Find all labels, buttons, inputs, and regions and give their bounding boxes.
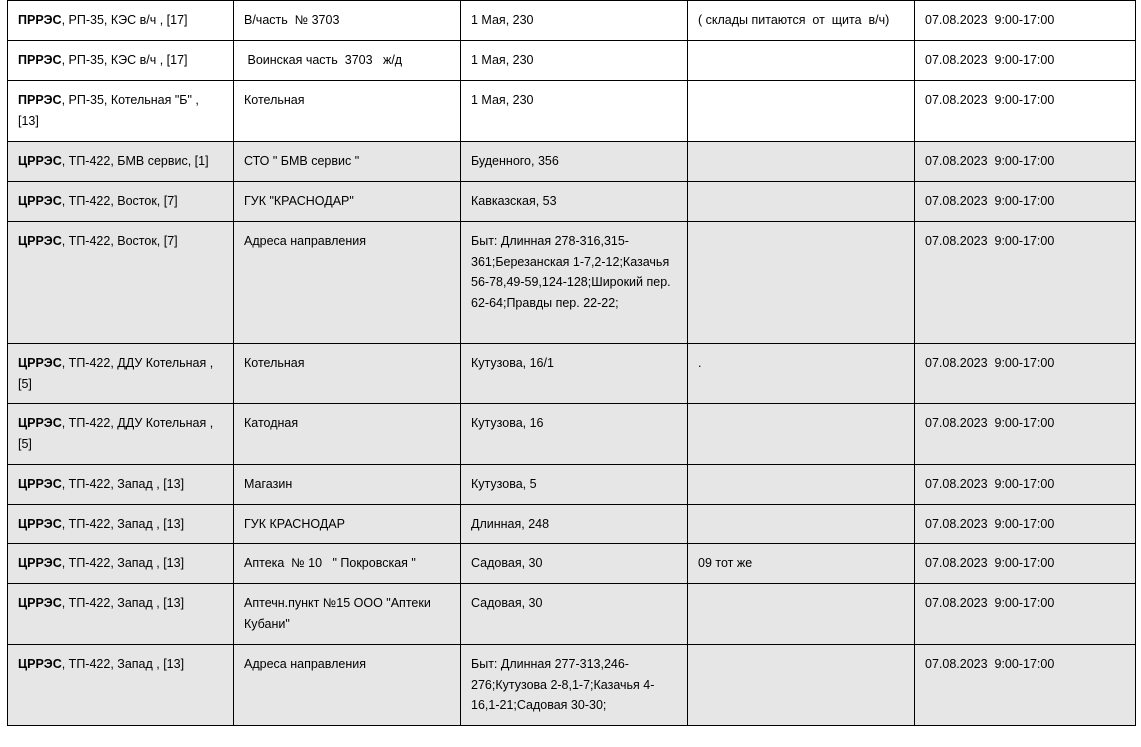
power-source-cell — [8, 81, 234, 142]
consumer-object-cell: Воинская часть 3703 ж/д — [234, 41, 461, 81]
consumer-object-cell: Адреса направления — [234, 645, 461, 726]
consumer-object-cell: Аптечн.пункт №15 ООО "Аптеки Кубани" — [234, 584, 461, 645]
district-name: ЦРРЭС — [18, 477, 62, 491]
outage-time-cell: 07.08.2023 9:00-17:00 — [915, 584, 1136, 645]
power-source-cell — [8, 584, 234, 645]
table-row — [8, 222, 1136, 344]
table-row — [8, 505, 1136, 544]
address-cell: Буденного, 356 — [461, 142, 688, 182]
address-cell: 1 Мая, 230 — [461, 41, 688, 81]
address-cell: Кутузова, 16/1 — [461, 344, 688, 404]
consumer-object-cell: В/часть № 3703 — [234, 1, 461, 41]
substation-info: , ТП-422, Запад , [13] — [61, 517, 185, 531]
consumer-object-cell: ГУК "КРАСНОДАР" — [234, 182, 461, 222]
outage-time-cell: 07.08.2023 9:00-17:00 — [915, 404, 1136, 465]
address-cell: Кавказская, 53 — [461, 182, 688, 222]
consumer-object-cell: Катодная — [234, 404, 461, 465]
table-row — [8, 544, 1136, 584]
district-name: ЦРРЭС — [18, 154, 62, 168]
table-row — [8, 404, 1136, 465]
address-cell: 1 Мая, 230 — [461, 81, 688, 142]
note-cell: . — [688, 344, 915, 404]
consumer-object-cell: Адреса направления — [234, 222, 461, 344]
outage-time-cell: 07.08.2023 9:00-17:00 — [915, 222, 1136, 344]
note-cell — [688, 645, 915, 726]
table-row — [8, 584, 1136, 645]
table-row — [8, 182, 1136, 222]
power-source-cell — [8, 344, 234, 404]
note-cell: 09 тот же — [688, 544, 915, 584]
address-cell: Садовая, 30 — [461, 584, 688, 645]
note-cell — [688, 505, 915, 544]
district-name: ЦРРЭС — [18, 356, 62, 370]
power-source-cell — [8, 222, 234, 344]
address-cell: Длинная, 248 — [461, 505, 688, 544]
address-cell: Кутузова, 5 — [461, 465, 688, 505]
district-name: ЦРРЭС — [18, 194, 62, 208]
table-row — [8, 1, 1136, 41]
substation-info: , ТП-422, Запад , [13] — [61, 477, 185, 491]
district-name: ЦРРЭС — [18, 596, 62, 610]
substation-info: , ТП-422, Восток, [7] — [61, 234, 178, 248]
table-body — [8, 1, 1136, 726]
note-cell — [688, 182, 915, 222]
district-name: ПРРЭС — [18, 13, 62, 27]
consumer-object-cell: Котельная — [234, 344, 461, 404]
address-cell: Кутузова, 16 — [461, 404, 688, 465]
substation-info: , ТП-422, Запад , [13] — [61, 556, 185, 570]
consumer-object-cell: СТО " БМВ сервис " — [234, 142, 461, 182]
table-row — [8, 81, 1136, 142]
substation-info: , ТП-422, ДДУ Котельная , [5] — [18, 416, 214, 451]
outage-schedule-table — [7, 0, 1136, 726]
table-row — [8, 645, 1136, 726]
outage-time-cell: 07.08.2023 9:00-17:00 — [915, 41, 1136, 81]
substation-info: , ТП-422, ДДУ Котельная , [5] — [18, 356, 214, 391]
note-cell — [688, 584, 915, 645]
consumer-object-cell: Аптека № 10 " Покровская " — [234, 544, 461, 584]
power-source-cell — [8, 182, 234, 222]
power-source-cell — [8, 544, 234, 584]
outage-time-cell: 07.08.2023 9:00-17:00 — [915, 1, 1136, 41]
substation-info: , ТП-422, Запад , [13] — [61, 596, 185, 610]
district-name: ПРРЭС — [18, 93, 62, 107]
note-cell — [688, 142, 915, 182]
consumer-object-cell: Котельная — [234, 81, 461, 142]
outage-time-cell: 07.08.2023 9:00-17:00 — [915, 645, 1136, 726]
address-cell: 1 Мая, 230 — [461, 1, 688, 41]
outage-time-cell: 07.08.2023 9:00-17:00 — [915, 81, 1136, 142]
district-name: ЦРРЭС — [18, 416, 62, 430]
substation-info: , ТП-422, БМВ сервис, [1] — [61, 154, 209, 168]
table-row — [8, 142, 1136, 182]
consumer-object-cell: ГУК КРАСНОДАР — [234, 505, 461, 544]
power-source-cell — [8, 404, 234, 465]
power-source-cell — [8, 41, 234, 81]
outage-time-cell: 07.08.2023 9:00-17:00 — [915, 142, 1136, 182]
district-name: ЦРРЭС — [18, 556, 62, 570]
district-name: ЦРРЭС — [18, 234, 62, 248]
note-cell — [688, 81, 915, 142]
substation-info: , РП-35, Котельная "Б" , [13] — [18, 93, 199, 128]
power-source-cell — [8, 465, 234, 505]
note-cell — [688, 41, 915, 81]
substation-info: , ТП-422, Восток, [7] — [61, 194, 178, 208]
district-name: ЦРРЭС — [18, 517, 62, 531]
consumer-object-cell: Магазин — [234, 465, 461, 505]
outage-time-cell: 07.08.2023 9:00-17:00 — [915, 465, 1136, 505]
address-cell: Быт: Длинная 277-313,246-276;Кутузова 2-8,1-7;Казачья 4-16,1-21;Садовая 30-30; — [461, 645, 688, 726]
power-source-cell — [8, 1, 234, 41]
outage-time-cell: 07.08.2023 9:00-17:00 — [915, 344, 1136, 404]
substation-info: , РП-35, КЭС в/ч , [17] — [61, 13, 188, 27]
note-cell — [688, 404, 915, 465]
power-source-cell — [8, 645, 234, 726]
substation-info: , ТП-422, Запад , [13] — [61, 657, 185, 671]
table-row — [8, 344, 1136, 404]
outage-time-cell: 07.08.2023 9:00-17:00 — [915, 505, 1136, 544]
table-row — [8, 41, 1136, 81]
address-cell: Быт: Длинная 278-316,315-361;Березанская 1-7,2-12;Казачья 56-78,49-59,124-128;Широкий пер. 62-64;Правды пер. 22-22; — [461, 222, 688, 344]
outage-time-cell: 07.08.2023 9:00-17:00 — [915, 544, 1136, 584]
outage-time-cell: 07.08.2023 9:00-17:00 — [915, 182, 1136, 222]
district-name: ЦРРЭС — [18, 657, 62, 671]
note-cell — [688, 465, 915, 505]
power-source-cell — [8, 142, 234, 182]
note-cell — [688, 222, 915, 344]
note-cell: ( склады питаются от щита в/ч) — [688, 1, 915, 41]
table-row — [8, 465, 1136, 505]
power-source-cell — [8, 505, 234, 544]
district-name: ПРРЭС — [18, 53, 62, 67]
substation-info: , РП-35, КЭС в/ч , [17] — [61, 53, 188, 67]
address-cell: Садовая, 30 — [461, 544, 688, 584]
